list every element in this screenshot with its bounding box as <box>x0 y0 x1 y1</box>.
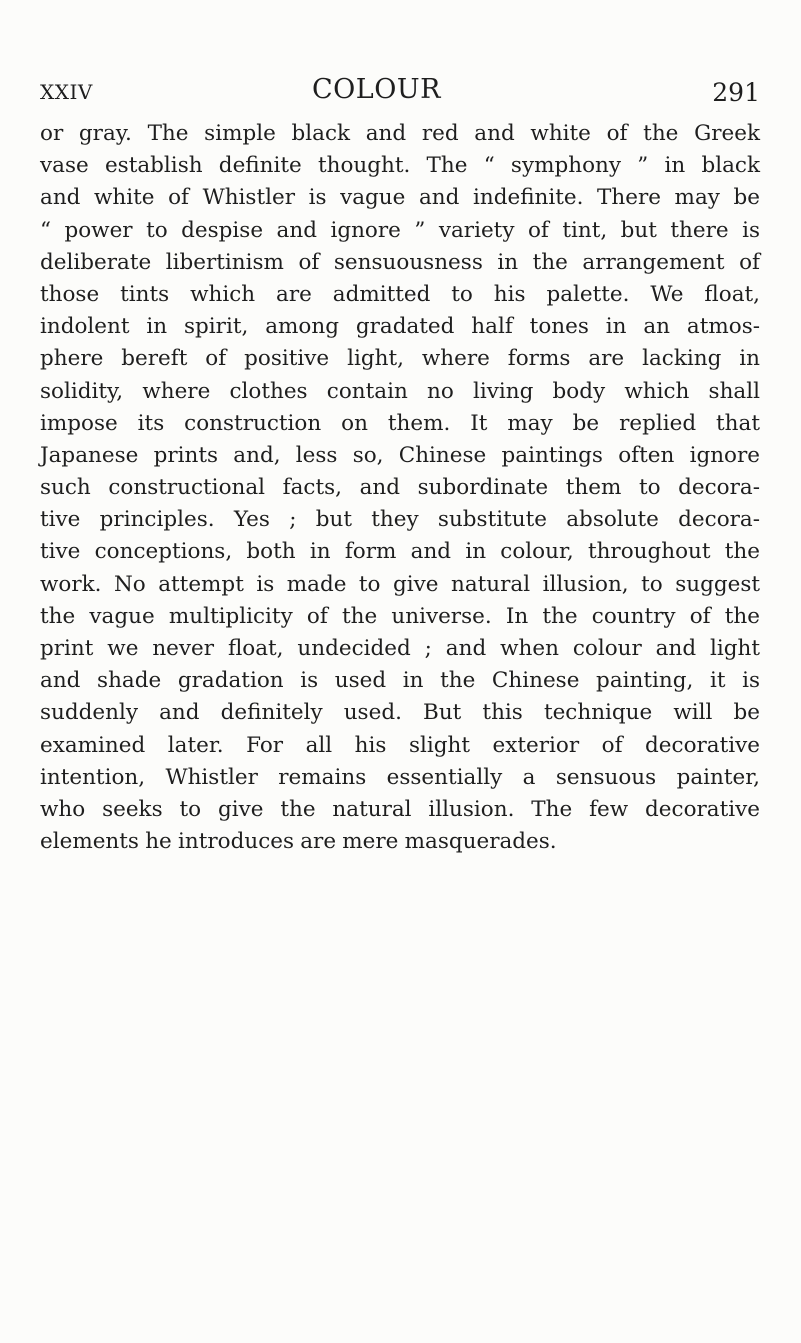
text-line: and shade gradation is used in the Chinese painting, it is <box>40 668 760 694</box>
text-line: indolent in spirit, among gradated half tones in an atmos- <box>40 314 760 340</box>
page-number: 291 <box>712 78 760 107</box>
text-line: who seeks to give the natural illusion. The few decorative <box>40 796 760 822</box>
text-line: intention, Whistler remains essentially a sensuous painter, <box>40 764 760 790</box>
text-line: deliberate libertinism of sensuousness in the arrangement of <box>40 249 760 275</box>
text-line: “ power to despise and ignore ” variety of tint, but there is <box>40 217 760 243</box>
text-line: impose its construction on them. It may be replied that <box>40 410 760 436</box>
text-line: suddenly and definitely used. But this technique will be <box>40 700 760 726</box>
text-line: examined later. For all his slight exterior of decorative <box>40 732 760 758</box>
text-line: tive conceptions, both in form and in colour, throughout the <box>40 539 760 565</box>
text-line: Japanese prints and, less so, Chinese paintings often ignore <box>40 442 760 468</box>
text-line: phere bereft of positive light, where forms are lacking in <box>40 346 760 372</box>
text-line: the vague multiplicity of the universe. In the country of the <box>40 603 760 629</box>
text-line: such constructional facts, and subordinate them to decora- <box>40 475 760 501</box>
text-line: elements he introduces are mere masquerades. <box>40 829 557 855</box>
text-line: print we never float, undecided ; and when colour and light <box>40 636 760 661</box>
running-title: COLOUR <box>312 74 441 105</box>
text-line: tive principles. Yes ; but they substitute absolute decora- <box>40 507 760 533</box>
text-line: or gray. The simple black and red and white of the Greek <box>40 121 760 146</box>
text-line: and white of Whistler is vague and indefinite. There may be <box>40 185 760 211</box>
text-line: work. No attempt is made to give natural illusion, to suggest <box>40 571 760 597</box>
running-head <box>40 72 760 112</box>
body-paragraph <box>40 118 760 858</box>
chapter-number: XXIV <box>40 80 93 104</box>
text-line: those tints which are admitted to his palette. We float, <box>40 281 760 307</box>
text-line: vase establish definite thought. The “ symphony ” in black <box>40 153 760 179</box>
text-line: solidity, where clothes contain no living body which shall <box>40 378 760 404</box>
